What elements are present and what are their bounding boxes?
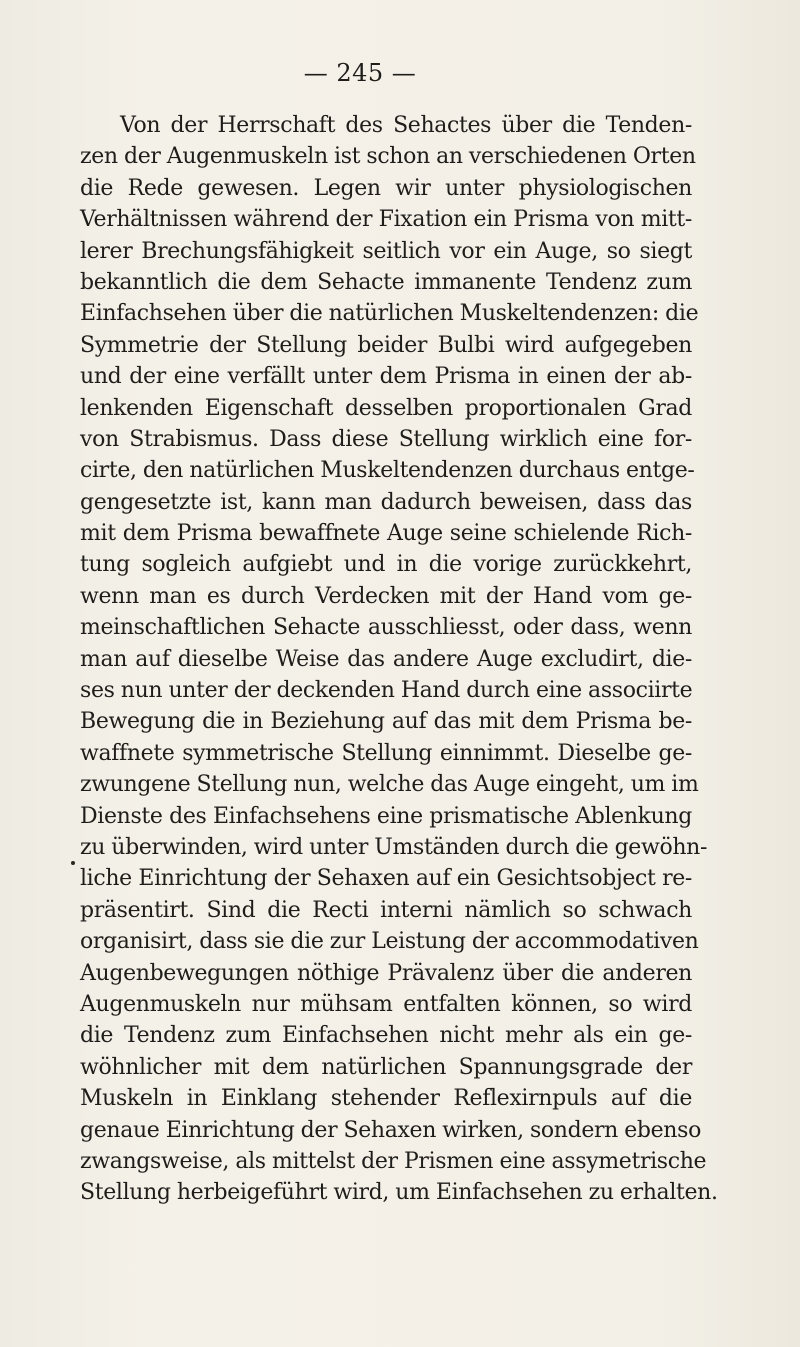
text-line: wöhnlicher mit dem natürlichen Spannungsgrade der [80,1054,692,1080]
text-line: Augenbewegungen nöthige Prävalenz über die anderen [80,960,692,986]
text-line: von Strabismus. Dass diese Stellung wirklich eine for- [80,426,692,452]
text-line: Einfachsehen über die natürlichen Muskeltendenzen: die [80,301,699,327]
text-line: lenkenden Eigenschaft desselben proportionalen Grad [80,395,692,421]
text-line: Augenmuskeln nur mühsam entfalten können, so wird [80,991,692,1017]
text-line: zwangsweise, als mittelst der Prismen eine assymetrische [80,1148,707,1174]
text-line: zwungene Stellung nun, welche das Auge eingeht, um im [80,772,699,798]
text-line: Bewegung die in Beziehung auf das mit dem Prisma be- [80,709,692,735]
text-line: zen der Augenmuskeln ist schon an verschiedenen Orten [80,144,696,170]
page-number: — 245 — [303,59,417,87]
text-line: waffnete symmetrische Stellung einnimmt. Dieselbe ge- [80,740,692,766]
text-line: organisirt, dass sie die zur Leistung der accommodativen [80,929,699,955]
text-line: meinschaftlichen Sehacte ausschliesst, oder dass, wenn [80,615,692,641]
text-line: genaue Einrichtung der Sehaxen wirken, sondern ebenso [80,1117,701,1143]
text-line: Stellung herbeigeführt wird, um Einfachsehen zu erhalten. [80,1180,718,1206]
text-line: tung sogleich aufgiebt und in die vorige zurückkehrt, [80,552,692,578]
text-line: präsentirt. Sind die Recti interni nämlich so schwach [80,897,692,923]
text-line: gengesetzte ist, kann man dadurch beweisen, dass das [80,489,692,515]
text-line: zu überwinden, wird unter Umständen durch die gewöhn- [80,834,708,860]
text-line: Dienste des Einfachsehens eine prismatische Ablenkung [80,803,692,829]
text-line: bekanntlich die dem Sehacte immanente Tendenz zum [80,269,692,295]
text-line: Muskeln in Einklang stehender Reflexirnpuls auf die [80,1086,692,1112]
text-line: Verhältnissen während der Fixation ein Prisma von mitt- [80,207,692,233]
text-line: wenn man es durch Verdecken mit der Hand vom ge- [80,583,692,609]
text-line: lerer Brechungsfähigkeit seitlich vor ein Auge, so siegt [80,238,692,264]
text-line: cirte, den natürlichen Muskeltendenzen durchaus entge- [80,458,695,484]
text-line: die Tendenz zum Einfachsehen nicht mehr als ein ge- [80,1023,692,1049]
text-line: ses nun unter der deckenden Hand durch eine associirte [80,678,693,704]
text-line: die Rede gewesen. Legen wir unter physiologischen [80,175,692,201]
body-text [80,110,718,1209]
text-line: und der eine verfällt unter dem Prisma in einen der ab- [80,364,692,390]
text-line: Symmetrie der Stellung beider Bulbi wird aufgegeben [80,332,692,358]
margin-mark [71,861,75,865]
text-line: man auf dieselbe Weise das andere Auge excludirt, die- [80,646,692,672]
text-line: liche Einrichtung der Sehaxen auf ein Gesichtsobject re- [80,866,692,892]
text-line: mit dem Prisma bewaffnete Auge seine schielende Rich- [80,521,692,547]
text-line: Von der Herrschaft des Sehactes über die Tenden- [120,113,692,138]
